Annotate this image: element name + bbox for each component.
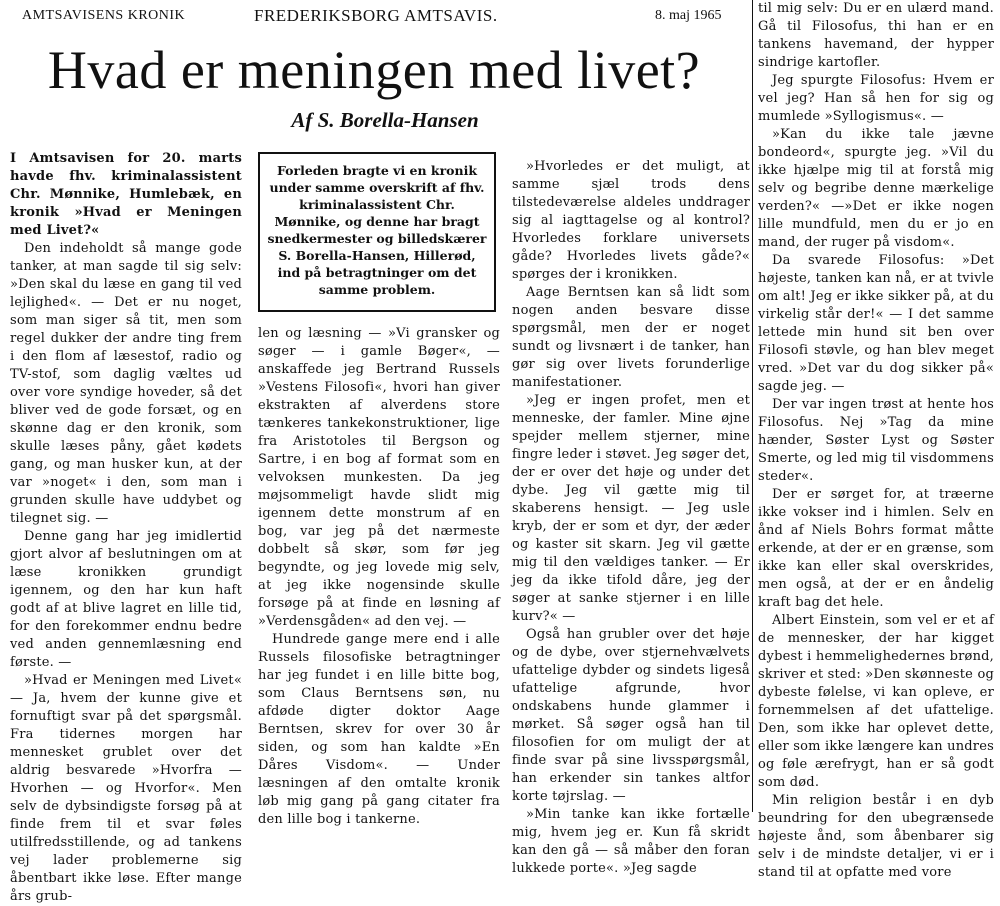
editor-note-box: Forleden bragte vi en kronik under samme overskrift af fhv. kriminalassistent Chr. Mønnike, og denne har bragt snedkermester og billedskærer S. Borella-Hansen, Hillerød, ind på betragtninger om det samme problem. bbox=[258, 152, 496, 312]
section-label: AMTSAVISENS KRONIK bbox=[22, 8, 186, 23]
paragraph: »Kan du ikke tale jævne bondeord«, spurgte jeg. »Vil du ikke hjælpe mig til at forstå mig selv og begribe denne mærkelige verden?« —»Det er ikke nogen lille mundfuld, men du er jo en mand, der ruger på visdom«. bbox=[758, 127, 994, 250]
paragraph: Den indeholdt så mange gode tanker, at man sagde til sig selv: »Den skal du læse en gang til ved lejlighed«. — Det er nu noget, som man siger så tit, men som regel dukker der andre ting frem i den flom af læsestof, radio og TV-stof, som daglig væltes ud over vore syndige hoveder, så det bliver ved de gode forsæt, og en skønne dag er den kronik, som skulle læses påny, gået kødets gang, og man husker kun, at der var »noget« i den, som man i grunden skulle have uddybet og tilegnet sig. — bbox=[10, 241, 242, 526]
paragraph: Jeg spurgte Filosofus: Hvem er vel jeg? Han så hen for sig og mumlede »Syllogismus«. — bbox=[758, 73, 994, 124]
paragraph: Min religion består i en dyb beundring for den ubegrænsede højeste ånd, som åbenbarer sig selv i de mindste detaljer, vi er i stand til at opfatte med vore bbox=[758, 793, 994, 880]
paragraph: Hundrede gange mere end i alle Russels filosofiske betragtninger har jeg fundet i en lille bitte bog, som Claus Berntsens søn, nu afdøde digter doktor Aage Berntsen, skrev for over 30 år siden, og som han kaldte »En Dåres Visdom«. — Under læsningen af den omtalte kronik løb mig gang på gang citater fra den lille bog i tankerne. bbox=[258, 632, 500, 827]
article-byline: Af S. Borella-Hansen bbox=[291, 108, 479, 132]
paragraph: Da svarede Filosofus: »Det højeste, tanken kan nå, er at tvivle om alt! Jeg er ikke sikker på, at du virkelig står der!« — I det samme lettede min hund sit ben over Filosofi støvle, og han blev meget vred. »Det var du dog sikker på« sagde jeg. — bbox=[758, 253, 994, 394]
paragraph: Denne gang har jeg imidlertid gjort alvor af beslutningen om at læse kronikken grundigt igennem, og den har kun haft godt af at blive lagret en lille tid, for den forekommer endnu bedre ved anden gennemlæsning end første. — bbox=[10, 529, 242, 670]
paragraph: Også han grubler over det høje og de dybe, over stjernehvælvets ufattelige dybder og sindets ligeså ufattelige afgrunde, hvor ondskabens hunde glammer i mørket. Så søger også han til filosofien for om muligt der at finde svar på sine livsspørgsmål, han erkender sin tankes altfor korte tøjrslag. — bbox=[512, 627, 750, 804]
column-2 bbox=[258, 325, 500, 829]
paragraph: len og læsning — »Vi gransker og søger — i gamle Bøger«, — anskaffede jeg Bertrand Russels »Vestens Filosofi«, hvori han giver ekstrakten af alverdens store tænkeres tankekonstruktioner, lige fra Aristotoles til Bergson og Sartre, i en bog af format som en velvoksen munkesten. Da jeg møjsommeligt havde slidt mig igennem dette monstrum af en bog, var jeg på det nærmeste dobbelt så skør, som før jeg begyndte, og jeg lovede mig selv, at jeg ikke nogensinde skulle forsøge på at finde en løsning af »Verdensgåden« ad den vej. — bbox=[258, 326, 500, 629]
column-3 bbox=[512, 158, 750, 878]
paragraph: Der var ingen trøst at hente hos Filosofus. Nej »Tag da mine hænder, Søster Lyst og Søster Smerte, og led mig til visdommens steder«. bbox=[758, 397, 994, 484]
paragraph: »Hvad er Meningen med Livet« — Ja, hvem der kunne give et fornuftigt svar på det spørgsmål. Fra tidernes morgen har mennesket grublet over det aldrig besvarede »Hvorfra — Hvorhen — og Hvorfor«. Men selv de dybsindigste forsøg på at finde frem til et svar føles utilfredsstillende, og ad tankens vej lader problemerne sig åbentbart ikke løse. Efter mange års grub- bbox=[10, 673, 242, 904]
article-title: Hvad er meningen med livet? bbox=[47, 40, 701, 100]
column-4 bbox=[758, 0, 994, 882]
publication-date: 8. maj 1965 bbox=[655, 8, 722, 23]
paragraph: »Min tanke kan ikke fortælle mig, hvem jeg er. Kun få skridt kan den gå — så måber den foran lukkede porte«. »Jeg sagde bbox=[512, 807, 750, 876]
paragraph: Der er sørget for, at træerne ikke vokser ind i himlen. Selv en ånd af Niels Bohrs format måtte erkende, at der er en grænse, som ikke kan eller skal overskrides, men også, at der er en åndelig kraft bag det hele. bbox=[758, 487, 994, 610]
column-divider bbox=[752, 0, 753, 812]
newspaper-name: FREDERIKSBORG AMTSAVIS. bbox=[254, 6, 498, 25]
paragraph: »Jeg er ingen profet, men et menneske, der famler. Mine øjne spejder mellem stjerner, mine fingre leder i støvet. Jeg søger det, der er over det høje og under det dybe. Jeg vil gætte mig til skaberens hensigt. — Jeg usle kryb, der er som et dyr, der æder og kaster sit skarn. Jeg vil gætte mig til den vældiges tanker. — Er jeg da ikke tifold dåre, jeg der søger at sanke stjerner i en lille kurv?« — bbox=[512, 393, 750, 624]
paragraph: I Amtsavisen for 20. marts havde fhv. kriminalassistent Chr. Mønnike, Humlebæk, en kronik »Hvad er Meningen med Livet?« bbox=[10, 151, 242, 238]
paragraph: Aage Berntsen kan så lidt som nogen anden besvare disse spørgsmål, men der er noget sundt og livsnært i de tanker, han gør sig over livets forunderlige manifestationer. bbox=[512, 285, 750, 390]
paragraph: »Hvorledes er det muligt, at samme sjæl trods dens tilstedeværelse aldeles unddrager sig al iagttagelse og al kontrol? Hvorledes forklare universets gåde? Hvorledes livets gåde?« spørges der i kronikken. bbox=[512, 159, 750, 282]
paragraph: til mig selv: Du er en ulærd mand. Gå til Filosofus, thi han er en tankens havemand, der hypper sindrige kartofler. bbox=[758, 1, 994, 70]
column-1 bbox=[10, 150, 242, 906]
paragraph: Albert Einstein, som vel er et af de mennesker, der har kigget dybest i hemmelighedernes brønd, skriver et sted: »Den skønneste og dybeste følelse, vi kan opleve, er fornemmelsen af det ufattelige. Den, som ikke har oplevet dette, eller som ikke længere kan undres og føle ærefrygt, han er så godt som død. bbox=[758, 613, 994, 790]
